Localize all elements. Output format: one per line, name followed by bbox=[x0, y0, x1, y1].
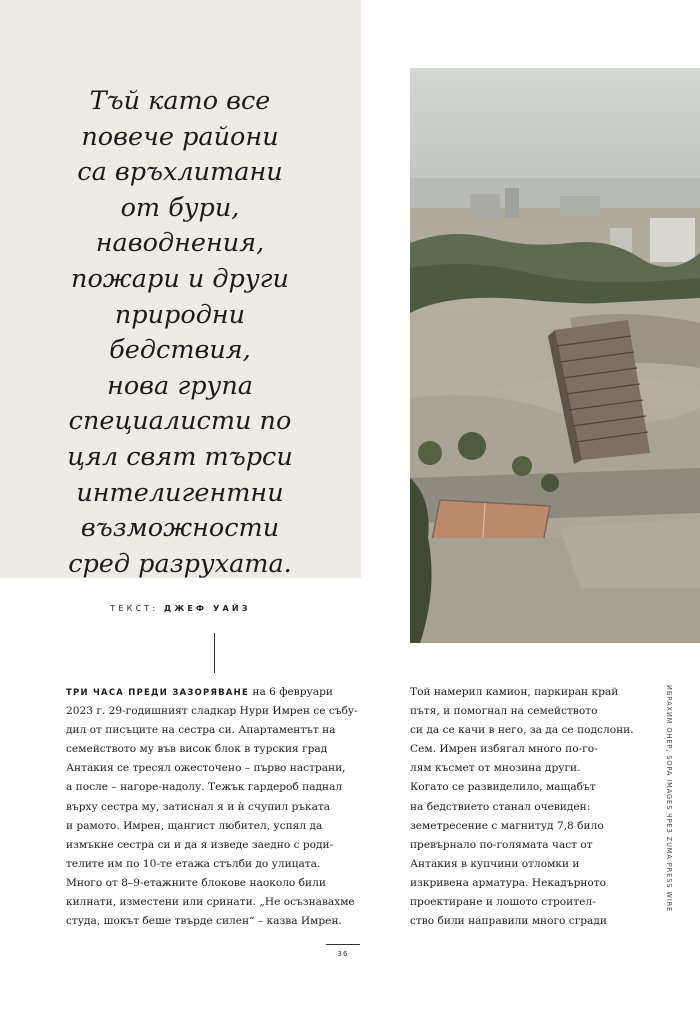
text-line: върху сестра му, затиснал я и ѝ счупил ръката bbox=[66, 800, 331, 813]
byline-divider bbox=[214, 633, 215, 673]
page-number: 36 bbox=[337, 950, 349, 958]
photo-credit: ИБРАХИМ ОНЕР, SOPA IMAGES ЧРЕЗ ZUMA PRESS WIRE bbox=[665, 685, 673, 913]
text-line: измъкне сестра си и да я изведе заедно с роди- bbox=[66, 838, 334, 851]
pull-quote-line: повече райони bbox=[81, 121, 279, 152]
pull-quote-line: са връхлитани bbox=[77, 157, 283, 188]
byline-label: ТЕКСТ: bbox=[110, 604, 159, 613]
pull-quote-line: природни bbox=[114, 299, 246, 330]
pull-quote-panel bbox=[0, 0, 361, 578]
text-line: Антакия се тресял ожесточено – първо настрани, bbox=[66, 762, 346, 775]
pull-quote-line: от бури, bbox=[120, 192, 240, 223]
text-line: земетресение с магнитуд 7,8 било bbox=[410, 819, 604, 832]
text-line: студа, шокът беше твърде силен“ – казва Имрен. bbox=[66, 915, 342, 928]
pull-quote-line: специалисти по bbox=[68, 406, 292, 437]
text-line: изкривена арматура. Некадърното bbox=[410, 876, 607, 889]
pull-quote-line: наводнения, bbox=[95, 228, 265, 259]
text-line: телите им по 10-те етажа стълби до улицата. bbox=[66, 857, 321, 870]
pull-quote bbox=[20, 84, 340, 582]
text-line: семейството му във висок блок в турския град bbox=[66, 743, 328, 756]
text-line: Много от 8–9-етажните блокове наоколо били bbox=[66, 876, 326, 889]
text-line: си да се качи в него, за да се подслони. bbox=[410, 724, 634, 737]
article-column-right bbox=[410, 683, 662, 931]
page-number-rule bbox=[326, 944, 360, 945]
text-line: Антакия в купчини отломки и bbox=[410, 857, 580, 870]
photo-illustration bbox=[410, 68, 700, 643]
text-line: на бедствието станал очевиден: bbox=[410, 800, 591, 813]
pull-quote-line: интелигентни bbox=[76, 477, 284, 508]
text-line: 2023 г. 29-годишният сладкар Нури Имрен се събу- bbox=[66, 705, 358, 718]
pull-quote-line: нова група bbox=[107, 370, 253, 401]
byline-author: ДЖЕФ УАЙЗ bbox=[164, 604, 251, 613]
text-line: лям късмет от мнозина други. bbox=[410, 762, 581, 775]
article-column-left bbox=[66, 683, 362, 931]
pull-quote-line: възможности bbox=[80, 513, 280, 544]
text-line: пътя, и помогнал на семейството bbox=[410, 705, 598, 718]
lead-in: ТРИ ЧАСА ПРЕДИ ЗАЗОРЯВАНЕ bbox=[66, 687, 250, 697]
pull-quote-line: Тъй като все bbox=[89, 86, 271, 116]
text-line: превърнало по-голямата част от bbox=[410, 838, 593, 851]
photo-earthquake-ruins bbox=[410, 68, 700, 643]
byline bbox=[0, 604, 361, 613]
pull-quote-line: сред разрухата. bbox=[68, 548, 292, 579]
text-line: Когато се развиделило, мащабът bbox=[410, 781, 596, 794]
text-line: и рамото. Имрен, щангист любител, успял да bbox=[66, 819, 323, 832]
text-line: дил от писъците на сестра си. Апартаментът на bbox=[66, 724, 336, 737]
text-line bbox=[66, 683, 362, 702]
text-line: килнати, изместени или сринати. „Не осъзнавахме bbox=[66, 896, 355, 909]
text-line: проектиране и лошото строител- bbox=[410, 896, 596, 909]
text-line: а после – нагоре-надолу. Тежък гардероб паднал bbox=[66, 781, 343, 794]
pull-quote-line: бедствия, bbox=[109, 335, 251, 366]
text-line: Сем. Имрен избягал много по-го- bbox=[410, 743, 598, 756]
text-line-fragment: на 6 февруари bbox=[249, 686, 333, 698]
pull-quote-line: цял свят търси bbox=[67, 441, 293, 472]
text-line: ство били направили много сгради bbox=[410, 915, 607, 928]
text-line: Той намерил камион, паркиран край bbox=[410, 686, 619, 698]
pull-quote-line: пожари и други bbox=[71, 263, 289, 294]
